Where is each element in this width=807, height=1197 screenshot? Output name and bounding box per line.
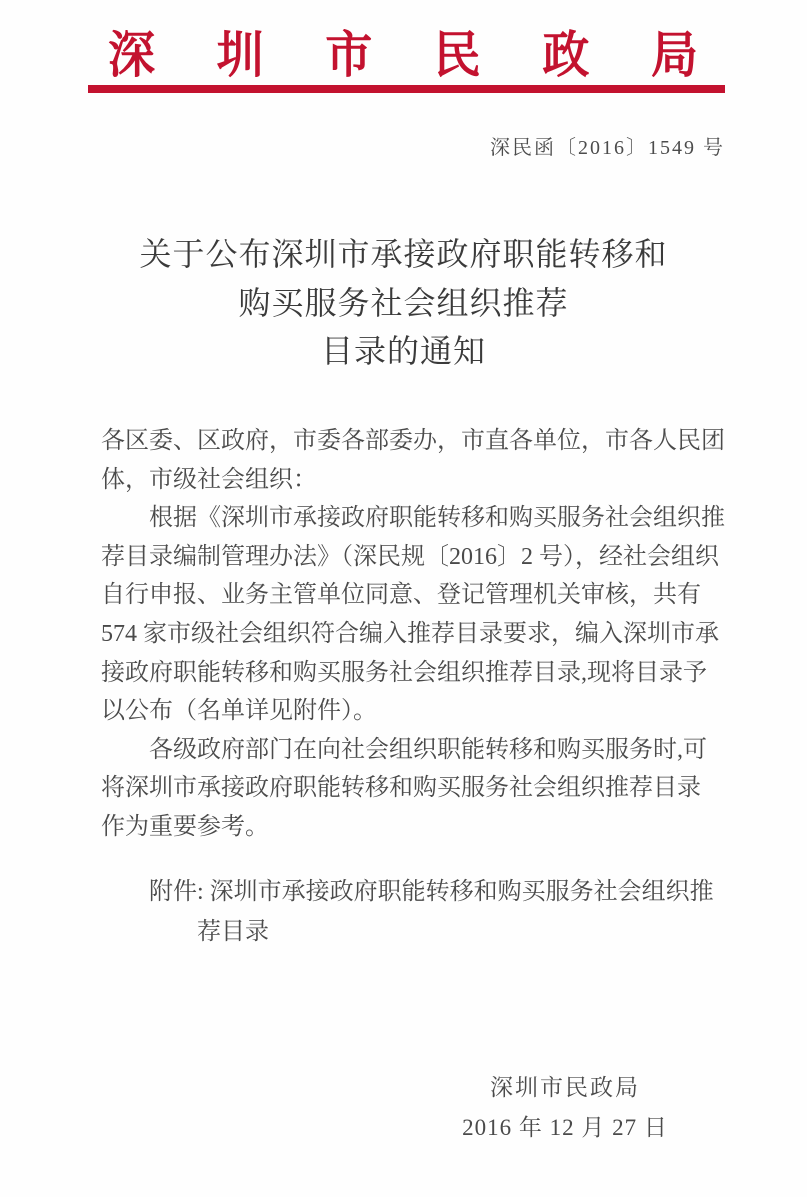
attachment-line: 荐目录 — [101, 919, 269, 945]
body-line: 接政府职能转移和购买服务社会组织推荐目录,现将目录予 — [101, 659, 707, 686]
document-title-line: 关于公布深圳市承接政府职能转移和 — [139, 236, 668, 272]
document-reference-number: 深民函〔2016〕1549 号 — [490, 137, 725, 159]
org-name-char: 圳 — [216, 27, 264, 84]
body-line: 574 家市级社会组织符合编入推荐目录要求，编入深圳市承 — [101, 620, 719, 647]
body-line: 荐目录编制管理办法》（深民规〔2016〕2 号），经社会组织 — [101, 543, 719, 570]
attachment-line: 附件: 深圳市承接政府职能转移和购买服务社会组织推 — [101, 879, 714, 905]
signature-org: 深圳市民政局 — [490, 1075, 640, 1100]
org-name-char: 局 — [650, 27, 698, 84]
document-title — [0, 230, 807, 376]
body-line: 各级政府部门在向社会组织职能转移和购买服务时,可 — [101, 736, 707, 763]
org-name-char: 民 — [433, 27, 481, 84]
document-title-line: 目录的通知 — [320, 333, 486, 369]
org-name-char: 深 — [108, 27, 155, 84]
body-line: 以公布（名单详见附件）。 — [101, 698, 377, 725]
body-line: 体，市级社会组织： — [101, 466, 317, 493]
attachment-note — [101, 872, 741, 952]
document-title-line: 购买服务社会组织推荐 — [238, 284, 569, 321]
body-line: 自行申报、业务主管单位同意、登记管理机关审核，共有 — [101, 582, 701, 609]
body-line: 各区委、区政府，市委各部委办，市直各单位，市各人民团 — [101, 428, 725, 454]
signature-block — [320, 1068, 807, 1148]
org-name-char: 市 — [325, 27, 373, 84]
letterhead-org-name — [108, 20, 698, 84]
body-line: 将深圳市承接政府职能转移和购买服务社会组织推荐目录 — [101, 775, 701, 802]
body-line: 根据《深圳市承接政府职能转移和购买服务社会组织推 — [101, 505, 725, 532]
org-name-char: 政 — [542, 27, 590, 84]
document-body — [101, 422, 741, 847]
body-line: 作为重要参考。 — [101, 813, 269, 840]
letterhead-double-rule — [88, 85, 725, 93]
signature-date: 2016 年 12 月 27 日 — [462, 1115, 668, 1140]
